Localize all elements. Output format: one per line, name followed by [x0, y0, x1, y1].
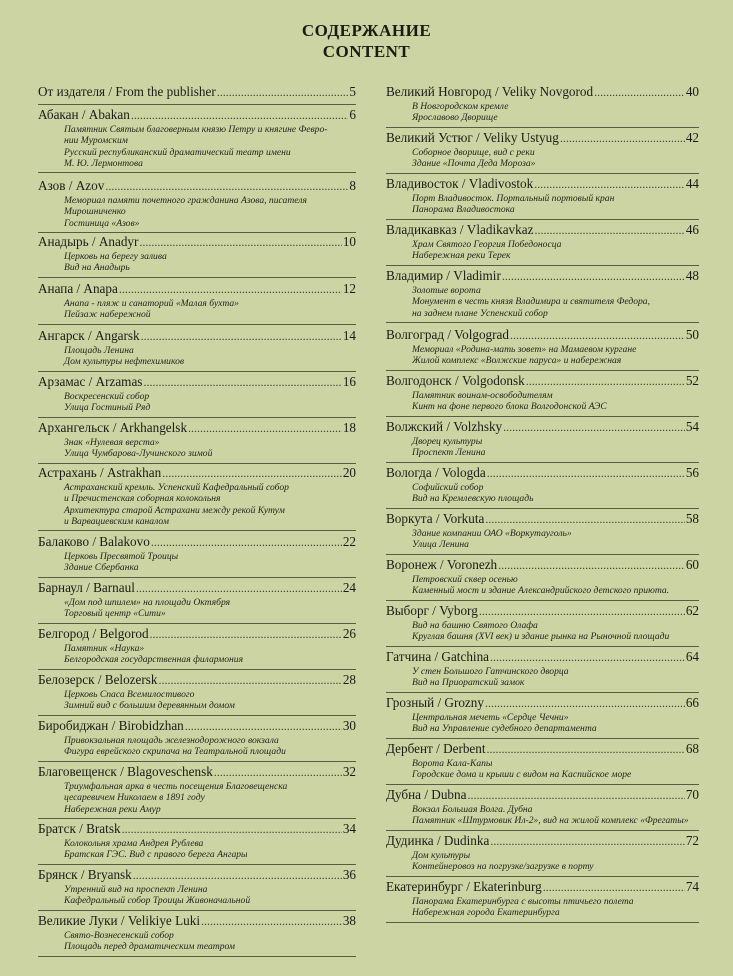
page-number: 74	[685, 879, 699, 894]
toc-entry[interactable]	[38, 717, 356, 762]
photo-caption: Пейзаж набережной	[64, 309, 151, 321]
photo-caption: Жилой комплекс «Волжские паруса» и набережная	[412, 355, 622, 367]
photo-caption: цесаревичем Николаем в 1891 году	[64, 792, 205, 804]
photo-caption: Золотые ворота	[412, 285, 481, 296]
toc-entry[interactable]	[38, 233, 356, 278]
page-number: 16	[342, 374, 356, 389]
page-number: 14	[342, 328, 356, 343]
city-name: Волжский / Volzhsky	[386, 419, 503, 434]
photo-caption: Дворец культуры	[412, 436, 483, 447]
photo-caption: Вид на Управление судебного департамента	[412, 723, 597, 735]
toc-entry-heading	[38, 625, 356, 643]
toc-entry[interactable]	[38, 625, 356, 670]
toc-entry[interactable]	[386, 832, 699, 877]
city-name: Астрахань / Astrakhan	[38, 465, 162, 480]
toc-entry[interactable]	[38, 763, 356, 819]
toc-entry-heading	[38, 83, 356, 101]
photo-caption: и Варвациевским каналом	[64, 515, 169, 527]
dot-leader	[487, 465, 685, 482]
photo-caption: Дом культуры	[412, 850, 471, 861]
dot-leader	[534, 176, 685, 193]
photo-caption: Памятник «Наука»	[64, 643, 145, 654]
dot-leader	[498, 557, 685, 574]
dot-leader	[201, 913, 342, 930]
city-name: Волгоград / Volgograd	[386, 327, 509, 342]
photo-caption: на заднем плане Успенский собор	[412, 307, 548, 319]
toc-entry-heading	[38, 820, 356, 838]
photo-caption: Братская ГЭС. Вид с правого берега Ангары	[64, 849, 248, 861]
city-name: Владимир / Vladimir	[386, 268, 501, 283]
dot-leader	[136, 580, 342, 597]
toc-entry-heading	[38, 912, 356, 930]
photo-caption: Ворота Кала-Капы	[412, 758, 493, 769]
dot-leader	[105, 178, 348, 195]
photo-caption: Знак «Нулевая верста»	[64, 437, 160, 448]
toc-entry-heading	[386, 878, 699, 896]
city-name: Вологда / Vologda	[386, 465, 486, 480]
photo-caption: Фигура еврейского скрипача на Театральной площади	[64, 746, 286, 758]
dot-leader	[560, 130, 685, 147]
photo-caption: Церковь Пресвятой Троицы	[64, 551, 179, 562]
photo-caption: Набережная города Екатеринбурга	[412, 907, 560, 919]
page-number: 58	[685, 511, 699, 526]
page-number: 56	[685, 465, 699, 480]
toc-entry[interactable]	[386, 418, 699, 463]
photo-caption: Контейнеровоз на погрузке/загрузке в порту	[412, 861, 594, 873]
toc-entry[interactable]	[386, 326, 699, 371]
photo-caption: Свято-Вознесенский собор	[64, 930, 174, 941]
toc-entry[interactable]	[386, 83, 699, 128]
toc-column-right	[386, 0, 699, 976]
dot-leader	[487, 741, 685, 758]
city-name: От издателя / From the publisher	[38, 84, 216, 99]
photo-caption: Улица Чумбарова-Лучинского зимой	[64, 448, 213, 460]
toc-entry-heading	[386, 786, 699, 804]
city-name: Воронеж / Voronezh	[386, 557, 498, 572]
city-name: Волгодонск / Volgodonsk	[386, 373, 525, 388]
toc-entry[interactable]	[38, 83, 356, 105]
toc-entry[interactable]	[386, 878, 699, 923]
photo-caption: Вокзал Большая Волга. Дубна	[412, 804, 533, 815]
toc-entry-heading	[386, 418, 699, 436]
photo-caption: Каменный мост и здание Александрийского детского приюта.	[412, 585, 670, 597]
title-russian: СОДЕРЖАНИЕ	[301, 21, 432, 40]
toc-entry[interactable]	[38, 419, 356, 464]
photo-caption: Городские дома и крыши с видом на Каспийское море	[412, 769, 632, 781]
city-name: Екатеринбург / Ekaterinburg	[386, 879, 542, 894]
page-number: 54	[685, 419, 699, 434]
toc-entry-heading	[38, 579, 356, 597]
photo-caption: Белгородская государственная филармония	[64, 654, 244, 666]
city-name: Дудинка / Dudinka	[386, 833, 490, 848]
city-name: Биробиджан / Birobidzhan	[38, 718, 184, 733]
toc-entry-heading	[386, 267, 699, 285]
photo-caption: Русский республиканский драматический театр имени	[64, 146, 291, 158]
toc-entry-heading	[386, 740, 699, 758]
toc-entry-heading	[38, 717, 356, 735]
toc-entry[interactable]	[38, 820, 356, 865]
city-name: Гатчина / Gatchina	[386, 649, 490, 664]
toc-entry-heading	[38, 763, 356, 781]
toc-entry-heading	[386, 175, 699, 193]
page-number: 20	[342, 465, 356, 480]
page-number: 46	[685, 222, 699, 237]
photo-caption: Центральная мечеть «Сердце Чечни»	[412, 712, 569, 723]
photo-caption: Мирошниченко	[64, 206, 126, 218]
city-name: Владикавказ / Vladikavkaz	[386, 222, 534, 237]
photo-caption: Панорама Владивостока	[412, 204, 515, 216]
page-number: 62	[685, 603, 699, 618]
photo-caption: Гостиница «Азов»	[64, 217, 140, 229]
city-name: Брянск / Bryansk	[38, 867, 132, 882]
photo-caption: Панорама Екатеринбурга с высоты птичьего полета	[412, 896, 634, 907]
toc-entry-heading	[386, 510, 699, 528]
photo-caption: «Дом под шпилем» на площади Октября	[64, 597, 231, 608]
toc-entry-heading	[38, 671, 356, 689]
photo-caption: Дом культуры нефтехимиков	[64, 356, 185, 368]
photo-caption: Площадь Ленина	[64, 345, 134, 356]
photo-caption: В Новгородском кремле	[412, 101, 509, 112]
toc-entry[interactable]	[386, 175, 699, 220]
photo-caption: Колокольня храма Андрея Рублева	[64, 838, 204, 849]
photo-caption: Кинт на фоне первого блока Волгодонской АЭС	[412, 401, 607, 413]
photo-caption: М. Ю. Лермонтова	[64, 157, 143, 169]
dot-leader	[502, 268, 685, 285]
toc-entry-heading	[38, 866, 356, 884]
city-name: Дубна / Dubna	[386, 787, 467, 802]
city-name: Дербент / Derbent	[386, 741, 486, 756]
photo-caption: Петровский сквер осенью	[412, 574, 518, 585]
city-name: Ангарск / Angarsk	[38, 328, 140, 343]
toc-entry[interactable]	[386, 556, 699, 601]
photo-caption: Порт Владивосток. Портальный портовый кран	[412, 193, 615, 204]
page-number: 50	[685, 327, 699, 342]
dot-leader	[139, 234, 341, 251]
photo-caption: Архитектура старой Астрахани между рекой Кутум	[64, 504, 285, 516]
page-number: 26	[342, 626, 356, 641]
city-name: Воркута / Vorkuta	[386, 511, 485, 526]
photo-caption: и Пречистенская соборная колокольня	[64, 493, 221, 505]
toc-entry-heading	[386, 464, 699, 482]
photo-caption: Мемориал «Родина-мать зовет» на Мамаевом кургане	[412, 344, 637, 355]
toc-entry[interactable]	[38, 671, 356, 716]
dot-leader	[490, 833, 684, 850]
photo-caption: Привокзальная площадь железнодорожного вокзала	[64, 735, 279, 746]
toc-entry[interactable]	[386, 464, 699, 509]
dot-leader	[534, 222, 684, 239]
page-number: 12	[342, 281, 356, 296]
toc-entry-heading	[386, 602, 699, 620]
toc-entry-heading	[38, 106, 356, 124]
photo-caption: Триумфальная арка в честь посещения Благовещенска	[64, 781, 288, 792]
toc-entry[interactable]	[386, 510, 699, 555]
city-name: Братск / Bratsk	[38, 821, 121, 836]
dot-leader	[543, 879, 685, 896]
toc-entry-heading	[38, 177, 356, 195]
photo-caption: Астраханский кремль. Успенский Кафедральный собор	[64, 482, 289, 493]
page-number: 40	[685, 84, 699, 99]
photo-caption: Здание Сбербанка	[64, 562, 139, 574]
photo-caption: нии Муромским	[64, 135, 128, 147]
toc-entry-heading	[38, 327, 356, 345]
dot-leader	[467, 787, 684, 804]
photo-caption: Памятник «Штурмовик Ил-2», вид на жилой комплекс «Фрегаты»	[412, 815, 689, 827]
photo-caption: Круглая башня (XVI век) и здание рынка на Рыночной площади	[412, 631, 670, 643]
dot-leader	[217, 84, 349, 101]
city-name: Балаково / Balakovo	[38, 534, 150, 549]
city-name: Великий Новгород / Veliky Novgorod	[386, 84, 594, 99]
city-name: Владивосток / Vladivostok	[386, 176, 534, 191]
page-number: 28	[342, 672, 356, 687]
toc-entry[interactable]	[386, 267, 699, 323]
toc-entry[interactable]	[386, 602, 699, 647]
dot-leader	[503, 419, 685, 436]
city-name: Анадырь / Anadyr	[38, 234, 139, 249]
dot-leader	[143, 374, 341, 391]
photo-caption: Памятник Святым благоверным князю Петру и княгине Февро-	[64, 124, 328, 135]
page-number: 10	[342, 234, 356, 249]
photo-caption: Вид на башню Святого Олафа	[412, 620, 538, 631]
photo-caption: У стен Большого Гатчинского дворца	[412, 666, 569, 677]
photo-caption: Набережная реки Терек	[412, 250, 511, 262]
photo-caption: Вид на Анадырь	[64, 262, 130, 274]
toc-entry-heading	[38, 464, 356, 482]
city-name: Абакан / Abakan	[38, 107, 130, 122]
photo-caption: Мемориал памяти почетного гражданина Азова, писателя	[64, 195, 307, 206]
dot-leader	[485, 695, 685, 712]
photo-caption: Воскресенский собор	[64, 391, 150, 402]
toc-entry-heading	[386, 648, 699, 666]
toc-entry-heading	[386, 372, 699, 390]
toc-entry-heading	[38, 533, 356, 551]
page-number: 24	[342, 580, 356, 595]
page-number: 6	[349, 107, 356, 122]
dot-leader	[122, 821, 342, 838]
title-english: CONTENT	[322, 42, 411, 61]
photo-caption: Софийский собор	[412, 482, 484, 493]
toc-entry[interactable]	[38, 177, 356, 233]
photo-caption: Вид на Приоратский замок	[412, 677, 525, 689]
photo-caption: Торговый центр «Сити»	[64, 608, 166, 620]
toc-entry-heading	[386, 83, 699, 101]
toc-entry[interactable]	[38, 327, 356, 372]
page-number: 22	[342, 534, 356, 549]
city-name: Белгород / Belgorod	[38, 626, 149, 641]
toc-entry-heading	[38, 419, 356, 437]
photo-caption: Церковь на берегу залива	[64, 251, 167, 262]
dot-leader	[159, 672, 342, 689]
toc-entry[interactable]	[38, 106, 356, 173]
photo-caption: Улица Ленина	[412, 539, 469, 551]
photo-caption: Храм Святого Георгия Победоносца	[412, 239, 562, 250]
page-number: 68	[685, 741, 699, 756]
dot-leader	[185, 718, 342, 735]
page-number: 64	[685, 649, 699, 664]
toc-entry-heading	[386, 832, 699, 850]
page-number: 52	[685, 373, 699, 388]
city-name: Анапа / Anapa	[38, 281, 118, 296]
photo-caption: Площадь перед драматическим театром	[64, 941, 236, 953]
city-name: Архангельск / Arkhangelsk	[38, 420, 188, 435]
photo-caption: Проспект Ленина	[412, 447, 486, 459]
page-number: 36	[342, 867, 356, 882]
toc-entry[interactable]	[386, 372, 699, 417]
dot-leader	[479, 603, 685, 620]
dot-leader	[214, 764, 342, 781]
toc-entry[interactable]	[38, 533, 356, 578]
toc-entry-heading	[38, 233, 356, 251]
city-name: Барнаул / Barnaul	[38, 580, 135, 595]
photo-caption: Улица Гостиный Ряд	[64, 402, 151, 414]
toc-entry[interactable]	[386, 740, 699, 785]
photo-caption: Здание компании ОАО «Воркутауголь»	[412, 528, 572, 539]
photo-caption: Анапа - пляж и санаторий «Малая бухта»	[64, 298, 239, 309]
toc-column-left	[38, 0, 356, 976]
dot-leader	[490, 649, 685, 666]
page-number: 44	[685, 176, 699, 191]
photo-caption: Церковь Спаса Всемилостивого	[64, 689, 195, 700]
toc-entry[interactable]	[386, 648, 699, 693]
city-name: Грозный / Grozny	[386, 695, 484, 710]
dot-leader	[150, 626, 342, 643]
page-number: 60	[685, 557, 699, 572]
dot-leader	[526, 373, 685, 390]
page-number: 18	[342, 420, 356, 435]
page-number: 38	[342, 913, 356, 928]
city-name: Благовещенск / Blagoveschensk	[38, 764, 213, 779]
toc-entry[interactable]	[38, 280, 356, 325]
dot-leader	[151, 534, 342, 551]
page-number: 66	[685, 695, 699, 710]
toc-entry-heading	[386, 129, 699, 147]
toc-entry-heading	[386, 326, 699, 344]
toc-entry[interactable]	[38, 912, 356, 957]
toc-entry[interactable]	[38, 373, 356, 418]
dot-leader	[131, 107, 349, 124]
photo-caption: Вид на Кремлевскую площадь	[412, 493, 534, 505]
toc-entry[interactable]	[38, 579, 356, 624]
dot-leader	[510, 327, 685, 344]
page-number: 30	[342, 718, 356, 733]
dot-leader	[162, 465, 342, 482]
toc-entry-heading	[38, 280, 356, 298]
toc-entry[interactable]	[386, 786, 699, 831]
photo-caption: Памятник воинам-освободителям	[412, 390, 553, 401]
city-name: Великие Луки / Velikiye Luki	[38, 913, 200, 928]
photo-caption: Монумент в честь князя Владимира и святителя Федора,	[412, 296, 650, 308]
city-name: Арзамас / Arzamas	[38, 374, 143, 389]
photo-caption: Ярославово Дворище	[412, 112, 498, 124]
dot-leader	[188, 420, 342, 437]
toc-entry[interactable]	[38, 464, 356, 531]
toc-entry-heading	[386, 694, 699, 712]
city-name: Выборг / Vyborg	[386, 603, 478, 618]
photo-caption: Набережная реки Амур	[64, 803, 161, 815]
dot-leader	[141, 328, 342, 345]
photo-caption: Соборное дворище, вид с реки	[412, 147, 535, 158]
city-name: Азов / Azov	[38, 178, 105, 193]
toc-entry-heading	[38, 373, 356, 391]
page-number: 32	[342, 764, 356, 779]
page-number: 72	[685, 833, 699, 848]
photo-caption: Зимний вид с большим деревянным домом	[64, 700, 235, 712]
toc-entry[interactable]	[386, 129, 699, 174]
city-name: Белозерск / Belozersk	[38, 672, 158, 687]
toc-entry[interactable]	[386, 694, 699, 739]
dot-leader	[485, 511, 684, 528]
page-number: 48	[685, 268, 699, 283]
page-number: 5	[349, 84, 356, 99]
page-number: 34	[342, 821, 356, 836]
page-number: 42	[685, 130, 699, 145]
dot-leader	[594, 84, 685, 101]
page-number: 8	[349, 178, 356, 193]
toc-entry[interactable]	[386, 221, 699, 266]
photo-caption: Утренний вид на проспект Ленина	[64, 884, 208, 895]
dot-leader	[133, 867, 342, 884]
toc-entry[interactable]	[38, 866, 356, 911]
dot-leader	[119, 281, 342, 298]
toc-entry-heading	[386, 221, 699, 239]
toc-entry-heading	[386, 556, 699, 574]
photo-caption: Здание «Почта Деда Мороза»	[412, 158, 536, 170]
photo-caption: Кафедральный собор Троицы Живоначальной	[64, 895, 251, 907]
page-number: 70	[685, 787, 699, 802]
city-name: Великий Устюг / Veliky Ustyug	[386, 130, 559, 145]
